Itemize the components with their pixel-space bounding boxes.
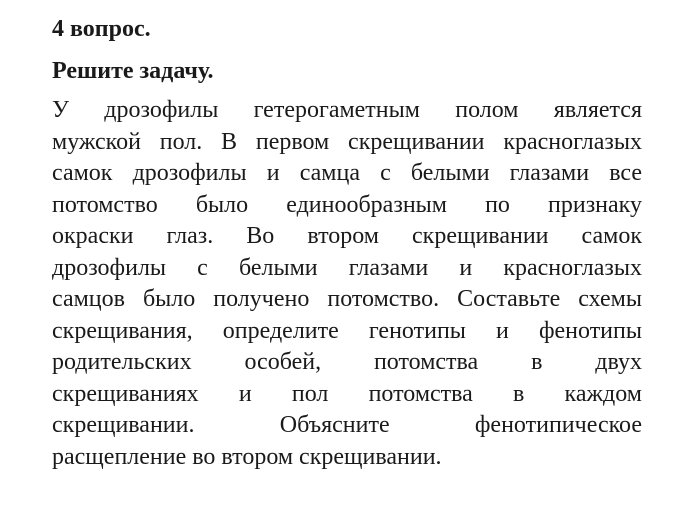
task-text-line: окраски глаз. Во втором скрещивании самок	[52, 223, 642, 249]
task-text-line: самцов было получено потомство. Составьте схемы	[52, 286, 642, 312]
task-text	[52, 95, 642, 473]
task-text-line: потомство было единообразным по признаку	[52, 191, 642, 218]
task-text-line: У дрозофилы гетерогаметным полом является	[52, 97, 642, 123]
task-text-line: расщепление во втором скрещивании.	[52, 443, 442, 470]
task-text-line: самок дрозофилы и самца с белыми глазами все	[52, 160, 642, 186]
task-text-line: родительских особей, потомства в двух	[52, 349, 642, 375]
task-text-line: мужской пол. В первом скрещивании красноглазых	[52, 128, 642, 155]
question-number: 4 вопрос.	[52, 16, 151, 42]
task-text-line: скрещиваниях и пол потомства в каждом	[52, 380, 642, 407]
task-heading: Решите задачу.	[52, 58, 214, 84]
task-text-line: скрещивании. Объясните фенотипическое	[52, 412, 642, 438]
task-text-line: скрещивания, определите генотипы и фенотипы	[52, 317, 642, 344]
task-text-line: дрозофилы с белыми глазами и красноглазых	[52, 254, 642, 281]
